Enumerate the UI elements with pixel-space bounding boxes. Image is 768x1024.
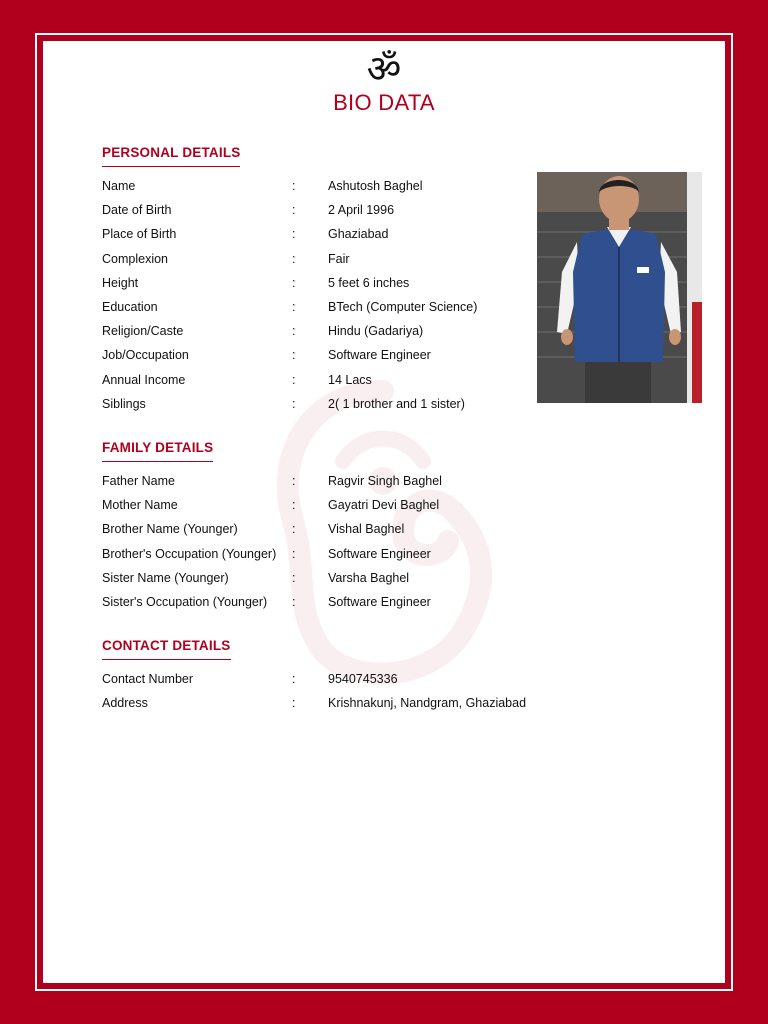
family-details-heading: FAMILY DETAILS [102, 440, 213, 462]
profile-photo [537, 172, 702, 403]
separator: : [292, 372, 296, 387]
contact-details-heading: CONTACT DETAILS [102, 638, 231, 660]
detail-label: Siblings [102, 396, 146, 411]
separator: : [292, 522, 296, 537]
detail-row [102, 469, 572, 493]
detail-row [102, 590, 572, 614]
detail-label: Height [102, 275, 139, 290]
detail-label: Address [102, 696, 148, 711]
detail-value: 14 Lacs [328, 372, 372, 387]
separator: : [292, 203, 296, 218]
detail-row [102, 542, 572, 566]
detail-label: Sister Name (Younger) [102, 570, 229, 585]
separator: : [292, 546, 296, 561]
detail-label: Education [102, 299, 158, 314]
detail-label: Name [102, 179, 136, 193]
detail-row [102, 222, 572, 246]
detail-label: Complexion [102, 251, 169, 266]
separator: : [292, 396, 296, 411]
detail-label: Father Name [102, 474, 175, 488]
detail-value: Hindu (Gadariya) [328, 324, 424, 339]
detail-value: Software Engineer [328, 348, 431, 363]
detail-row [102, 368, 572, 392]
detail-row [102, 392, 572, 416]
om-icon: ॐ [366, 47, 402, 91]
detail-label: Annual Income [102, 372, 186, 387]
separator: : [292, 324, 296, 339]
detail-label: Place of Birth [102, 227, 177, 242]
detail-value: Varsha Baghel [328, 570, 410, 585]
detail-value: Software Engineer [328, 546, 431, 561]
separator: : [292, 498, 296, 513]
separator: : [292, 227, 296, 242]
separator: : [292, 672, 296, 686]
detail-row [102, 517, 572, 541]
detail-value: Gayatri Devi Baghel [328, 498, 440, 513]
personal-details-heading: PERSONAL DETAILS [102, 145, 240, 167]
detail-row [102, 566, 572, 590]
separator: : [292, 474, 296, 488]
detail-value: Krishnakunj, Nandgram, Ghaziabad [328, 696, 527, 711]
detail-row [102, 198, 572, 222]
detail-label: Mother Name [102, 498, 178, 513]
detail-row [102, 493, 572, 517]
separator: : [292, 251, 296, 266]
detail-value: 9540745336 [328, 672, 398, 686]
family-details-list [102, 469, 572, 614]
page-title: BIO DATA [333, 90, 435, 115]
detail-row [102, 295, 572, 319]
detail-label: Religion/Caste [102, 324, 184, 339]
detail-value: Software Engineer [328, 594, 431, 609]
detail-value: Fair [328, 251, 350, 266]
detail-row [102, 174, 572, 198]
separator: : [292, 570, 296, 585]
detail-row [102, 691, 572, 715]
detail-label: Brother's Occupation (Younger) [102, 546, 277, 561]
detail-value: Vishal Baghel [328, 522, 405, 537]
separator: : [292, 275, 296, 290]
separator: : [292, 348, 296, 363]
personal-details-list [102, 174, 572, 416]
contact-details-list [102, 667, 572, 715]
detail-value: Ghaziabad [328, 227, 389, 242]
detail-row [102, 271, 572, 295]
detail-value: 5 feet 6 inches [328, 275, 410, 290]
detail-value: Ragvir Singh Baghel [328, 474, 442, 488]
separator: : [292, 299, 296, 314]
detail-row [102, 343, 572, 367]
biodata-sheet [43, 41, 725, 983]
separator: : [292, 594, 296, 609]
detail-row [102, 247, 572, 271]
separator: : [292, 179, 296, 193]
detail-value: BTech (Computer Science) [328, 299, 478, 314]
detail-row [102, 667, 572, 691]
detail-label: Brother Name (Younger) [102, 522, 238, 537]
detail-label: Job/Occupation [102, 348, 189, 363]
detail-label: Contact Number [102, 672, 194, 686]
detail-row [102, 319, 572, 343]
separator: : [292, 696, 296, 711]
detail-label: Sister's Occupation (Younger) [102, 594, 268, 609]
detail-value: 2 April 1996 [328, 203, 395, 218]
detail-value: Ashutosh Baghel [328, 179, 423, 193]
detail-label: Date of Birth [102, 203, 172, 218]
detail-value: 2( 1 brother and 1 sister) [328, 396, 465, 411]
